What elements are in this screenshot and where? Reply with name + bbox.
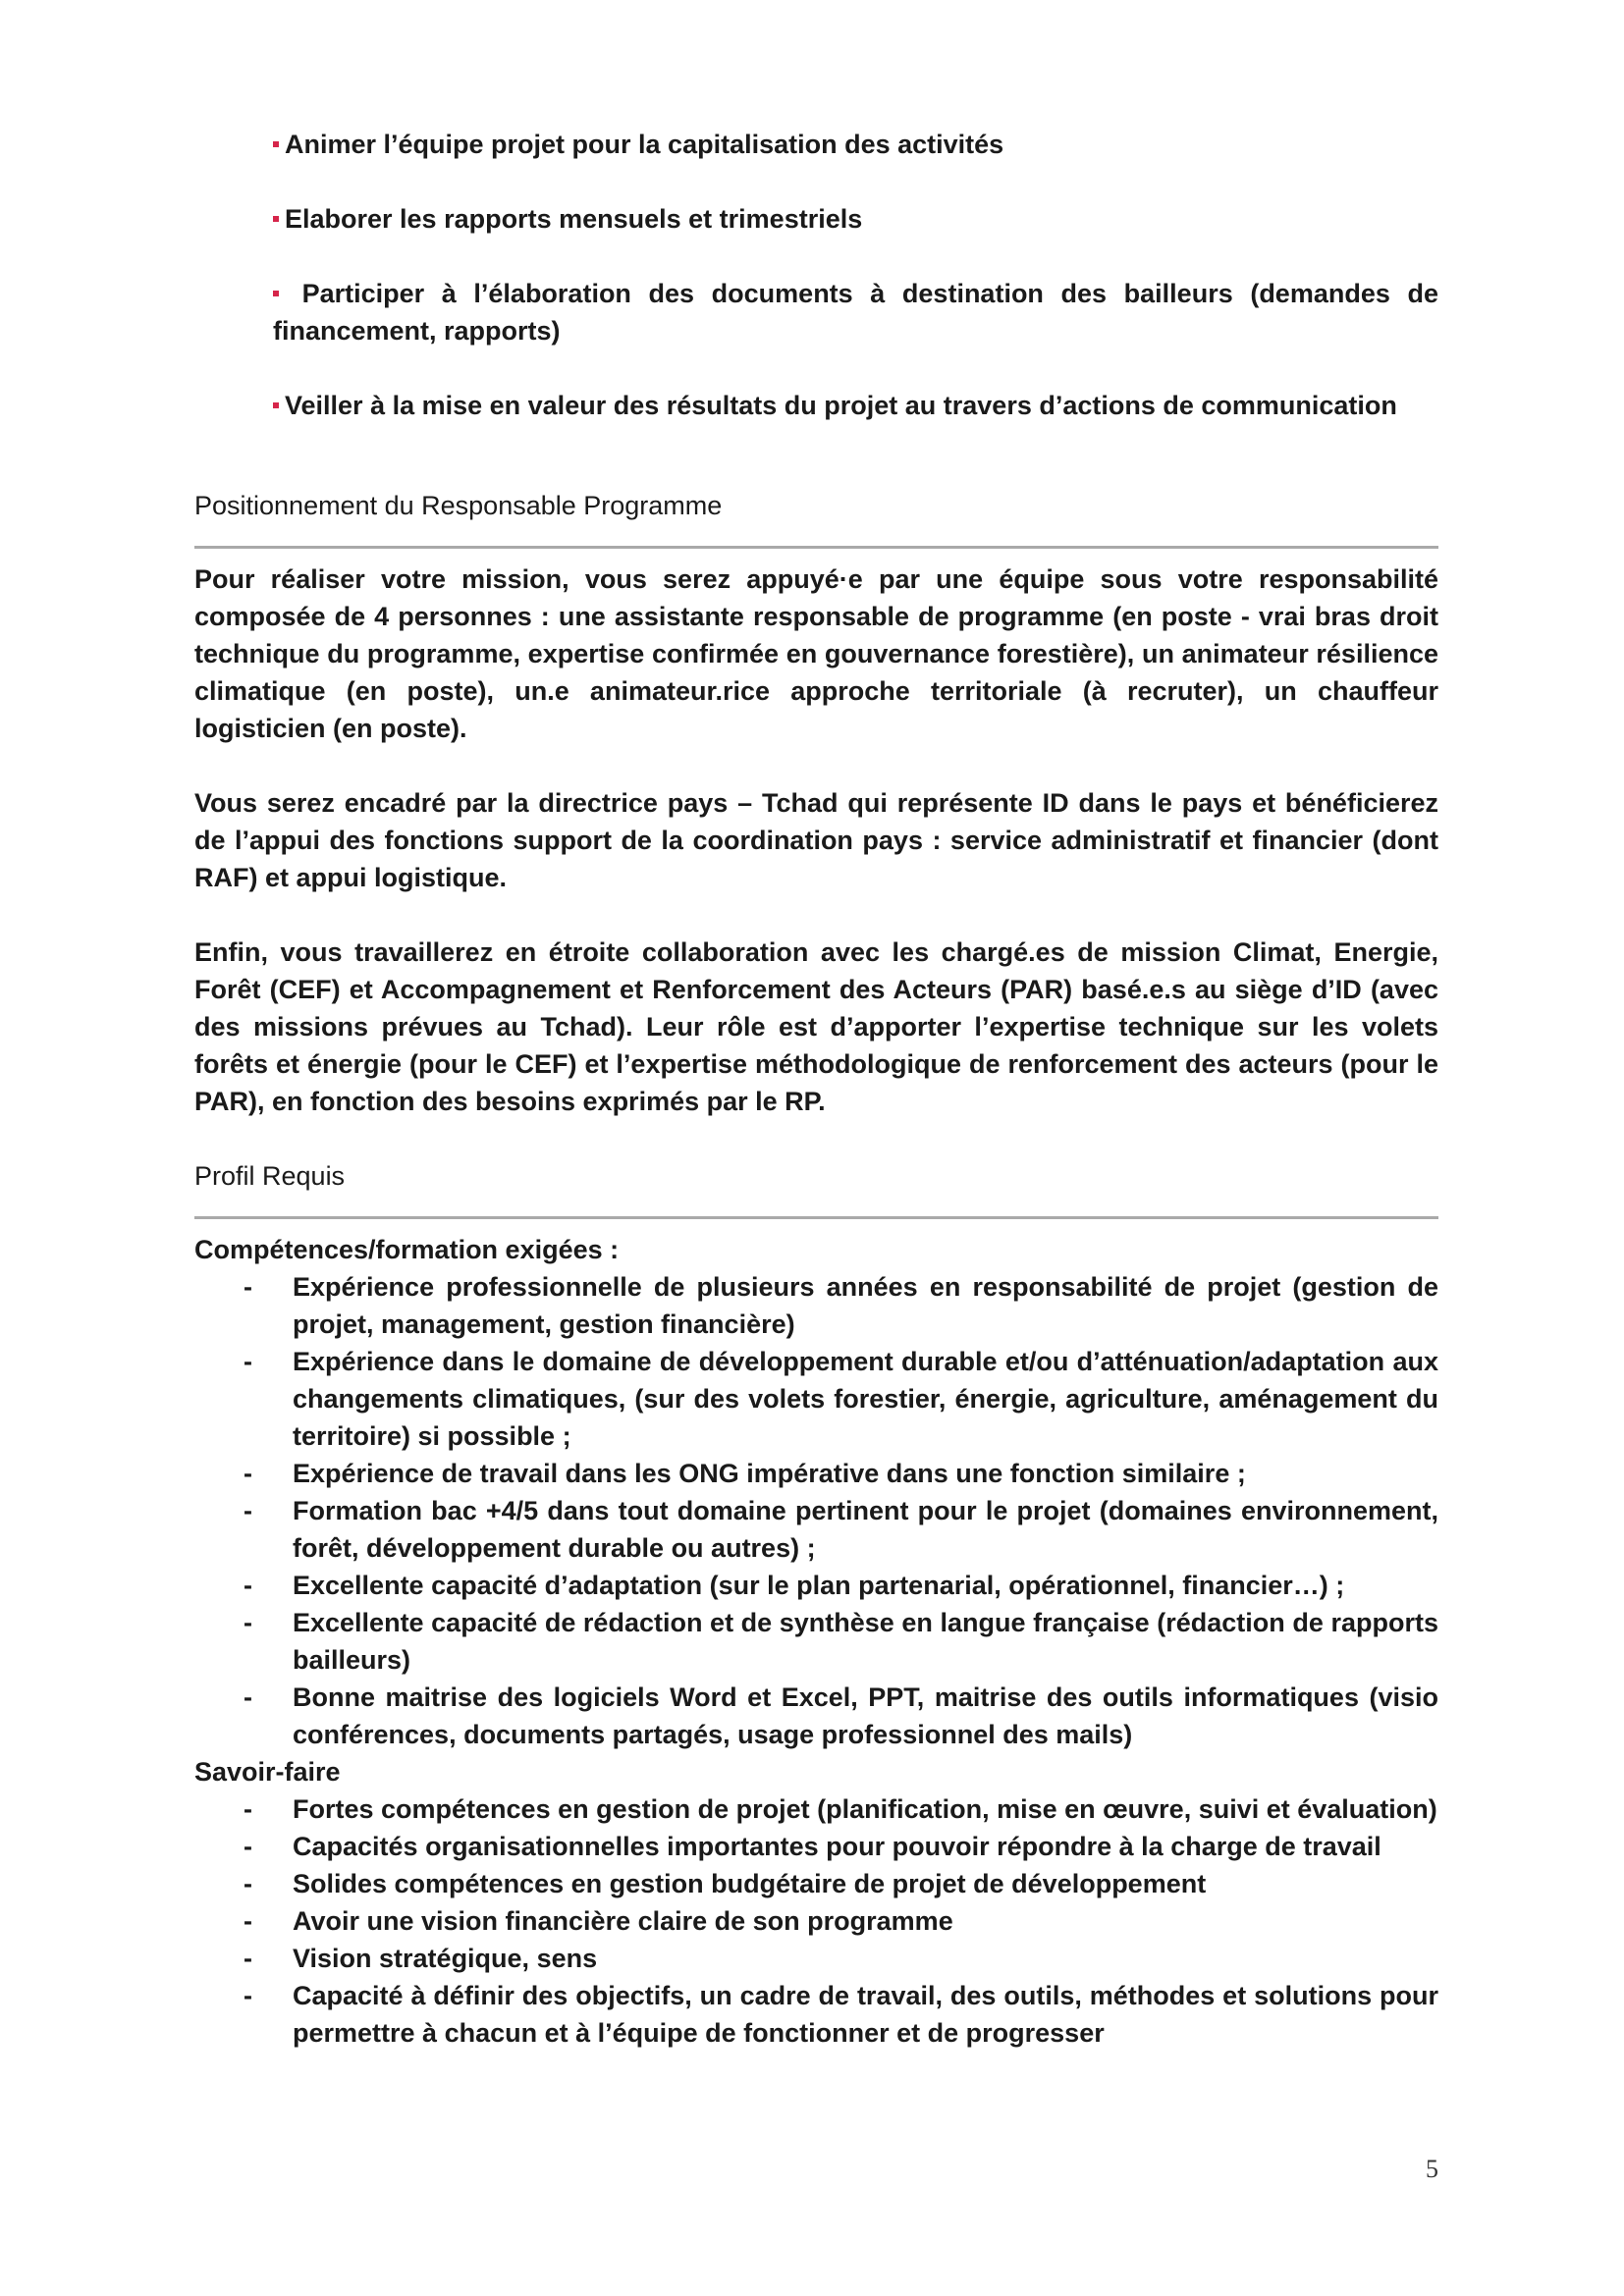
list-item: Animer l’équipe projet pour la capitalisation des activités [273,126,1438,163]
list-item: - Expérience dans le domaine de développement durable et/ou d’atténuation/adaptation aux changements climatiques, (sur des volets forestier, énergie, agriculture, aménagement du territoire) si possible ; [293,1343,1438,1455]
list-item: - Avoir une vision financière claire de son programme [293,1902,1438,1940]
dash-bullet: - [244,1794,252,1824]
dash-bullet: - [244,1571,252,1600]
competences-list [194,1268,1438,1753]
savoir-faire-list [194,1790,1438,2052]
dash-bullet: - [244,1608,252,1637]
list-item: - Capacité à définir des objectifs, un cadre de travail, des outils, méthodes et solutions pour permettre à chacun et à l’équipe de fonctionner et de progresser [293,1977,1438,2052]
paragraph: Vous serez encadré par la directrice pays – Tchad qui représente ID dans le pays et bénéficierez de l’appui des fonctions support de la coordination pays : service administratif et financier (dont RAF) et appui logistique. [194,788,1438,892]
list-item: - Vision stratégique, sens [293,1940,1438,1977]
paragraph: Pour réaliser votre mission, vous serez appuyé·e par une équipe sous votre responsabilité composée de 4 personnes : une assistante responsable de programme (en poste - vrai bras droit technique du programme, expertise confirmée en gouvernance forestière), un animateur résilience climatique (en poste), un.e animateur.rice approche territoriale (à recruter), un chauffeur logisticien (en poste). [194,564,1438,743]
list-item: - Fortes compétences en gestion de projet (planification, mise en œuvre, suivi et évaluation) [293,1790,1438,1828]
square-bullet-icon [273,291,279,296]
responsibilities-list [194,126,1438,424]
page-number: 5 [1426,2155,1438,2183]
list-item: - Expérience professionnelle de plusieurs années en responsabilité de projet (gestion de projet, management, gestion financière) [293,1268,1438,1343]
list-item: - Formation bac +4/5 dans tout domaine pertinent pour le projet (domaines environnement, forêt, développement durable ou autres) ; [293,1492,1438,1567]
list-item: Elaborer les rapports mensuels et trimestriels [273,200,1438,238]
square-bullet-icon [273,402,279,408]
page-content [194,126,1438,2052]
list-item: - Bonne maitrise des logiciels Word et Excel, PPT, maitrise des outils informatiques (visio conférences, documents partagés, usage professionnel des mails) [293,1679,1438,1753]
paragraph: Enfin, vous travaillerez en étroite collaboration avec les chargé.es de mission Climat, Energie, Forêt (CEF) et Accompagnement et Renforcement des Acteurs (PAR) basé.e.s au siège d’ID (avec des missions prévues au Tchad). Leur rôle est d’apporter l’expertise technique sur les volets forêts et énergie (pour le CEF) et l’expertise méthodologique de renforcement des acteurs (pour le PAR), en fonction des besoins exprimés par le RP. [194,937,1438,1116]
section-divider [194,546,1438,549]
list-item: - Capacités organisationnelles importantes pour pouvoir répondre à la charge de travail [293,1828,1438,1865]
competences-heading: Compétences/formation exigées : [194,1235,620,1264]
dash-bullet: - [244,1347,252,1376]
section-divider [194,1216,1438,1219]
square-bullet-icon [273,216,279,222]
dash-bullet: - [244,1981,252,2010]
list-item: - Solides compétences en gestion budgétaire de projet de développement [293,1865,1438,1902]
square-bullet-icon [273,141,279,147]
list-item: - Excellente capacité d’adaptation (sur le plan partenarial, opérationnel, financier…) ; [293,1567,1438,1604]
dash-bullet: - [244,1682,252,1712]
savoir-faire-heading: Savoir-faire [194,1757,341,1787]
dash-bullet: - [244,1869,252,1898]
list-item: - Expérience de travail dans les ONG impérative dans une fonction similaire ; [293,1455,1438,1492]
section-title-positionnement: Positionnement du Responsable Programme [194,491,723,520]
dash-bullet: - [244,1496,252,1525]
dash-bullet: - [244,1459,252,1488]
list-item: Participer à l’élaboration des documents à destination des bailleurs (demandes de financement, rapports) [273,279,1438,346]
list-item: Veiller à la mise en valeur des résultats du projet au travers d’actions de communication [273,387,1438,424]
dash-bullet: - [244,1832,252,1861]
dash-bullet: - [244,1944,252,1973]
dash-bullet: - [244,1272,252,1302]
dash-bullet: - [244,1906,252,1936]
list-item: - Excellente capacité de rédaction et de synthèse en langue française (rédaction de rapports bailleurs) [293,1604,1438,1679]
section-title-profil: Profil Requis [194,1161,346,1191]
